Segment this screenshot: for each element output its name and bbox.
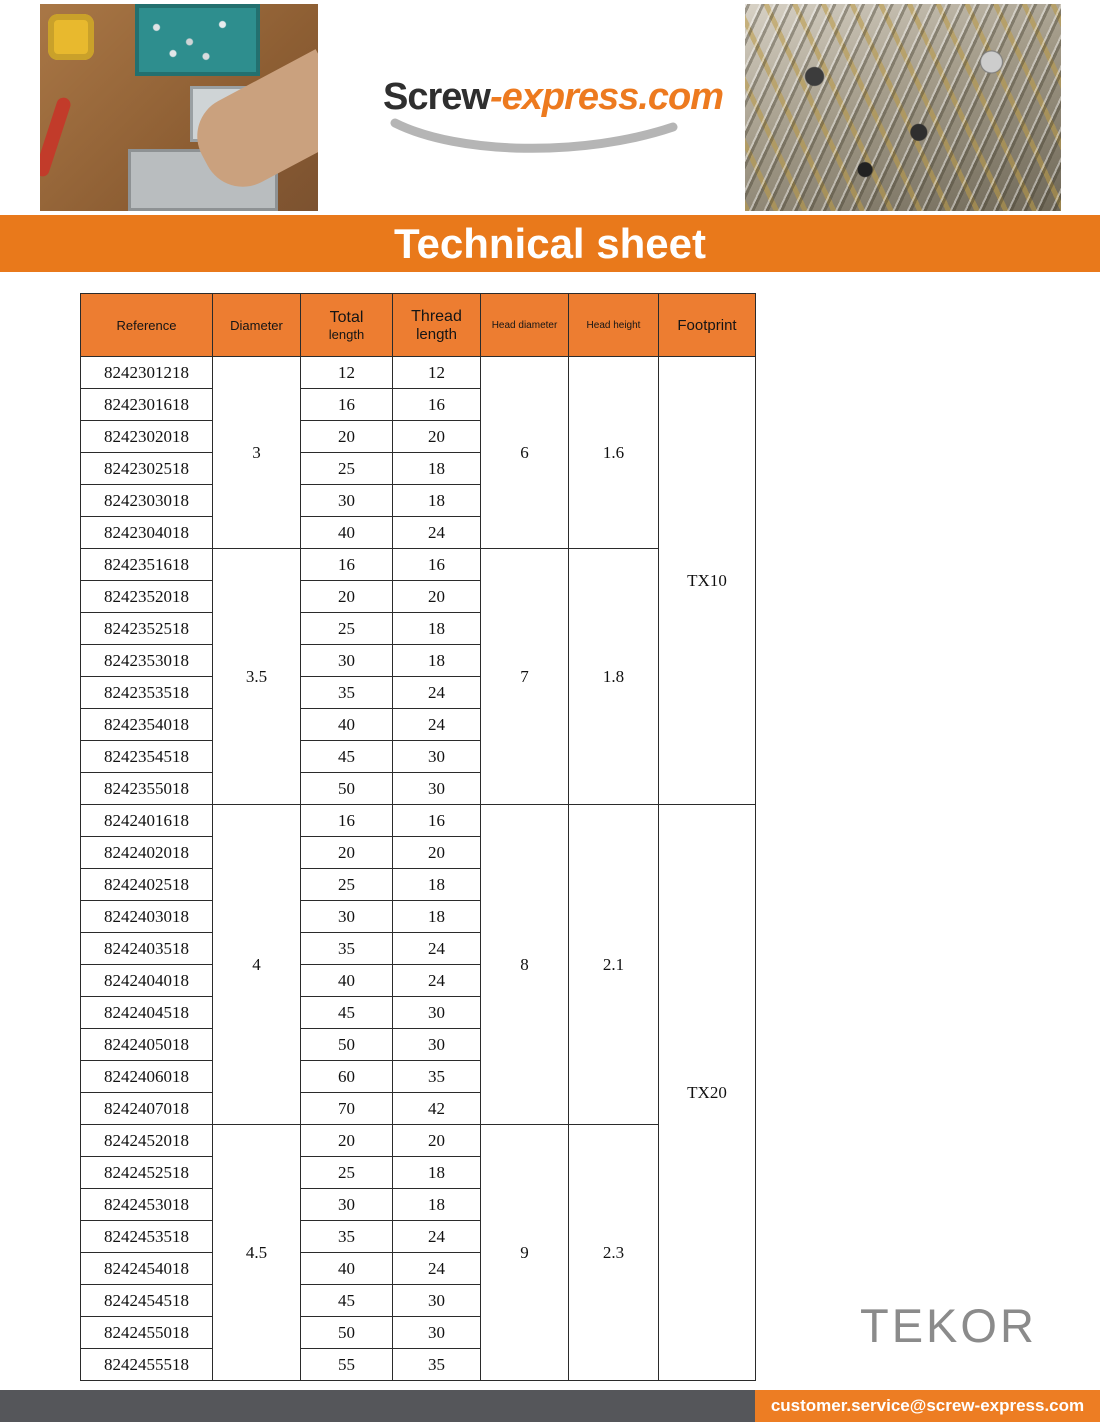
total-length-cell: 40	[301, 965, 393, 997]
spec-table-header	[81, 294, 756, 357]
thread-length-cell: 18	[393, 645, 481, 677]
thread-length-cell: 24	[393, 933, 481, 965]
head-diameter-cell: 8	[481, 805, 569, 1125]
total-length-cell: 45	[301, 741, 393, 773]
total-length-cell: 30	[301, 901, 393, 933]
col-header-head-height: Head height	[569, 294, 659, 357]
logo-screw-text: Screw	[383, 76, 490, 118]
reference-cell: 8242452518	[81, 1157, 213, 1189]
spec-table	[80, 293, 756, 1381]
brand-tekor: TEKOR	[860, 1299, 1037, 1352]
total-length-cell: 25	[301, 613, 393, 645]
reference-cell: 8242301218	[81, 357, 213, 389]
thread-length-cell: 20	[393, 1125, 481, 1157]
thread-length-cell: 24	[393, 709, 481, 741]
thread-length-cell: 30	[393, 1285, 481, 1317]
total-length-cell: 35	[301, 933, 393, 965]
head-height-cell: 2.1	[569, 805, 659, 1125]
reference-cell: 8242454018	[81, 1253, 213, 1285]
thread-length-cell: 30	[393, 741, 481, 773]
footprint-cell: TX10	[659, 357, 756, 805]
reference-cell: 8242354518	[81, 741, 213, 773]
head-diameter-cell: 9	[481, 1125, 569, 1381]
thread-length-line2: length	[416, 325, 457, 343]
logo	[383, 76, 743, 157]
reference-cell: 8242302518	[81, 453, 213, 485]
total-length-cell: 20	[301, 581, 393, 613]
thread-length-cell: 35	[393, 1061, 481, 1093]
thread-length-cell: 24	[393, 1221, 481, 1253]
diameter-cell: 3.5	[213, 549, 301, 805]
head-height-cell: 2.3	[569, 1125, 659, 1381]
table-row	[81, 805, 756, 837]
total-length-cell: 20	[301, 837, 393, 869]
technical-sheet-banner: Technical sheet	[0, 215, 1100, 272]
total-length-cell: 30	[301, 645, 393, 677]
diameter-cell: 4.5	[213, 1125, 301, 1381]
reference-cell: 8242301618	[81, 389, 213, 421]
thread-length-line1: Thread	[411, 307, 462, 325]
reference-cell: 8242405018	[81, 1029, 213, 1061]
head-diameter-cell: 7	[481, 549, 569, 805]
head-diameter-cell: 6	[481, 357, 569, 549]
reference-cell: 8242353018	[81, 645, 213, 677]
reference-cell: 8242455018	[81, 1317, 213, 1349]
reference-cell: 8242402518	[81, 869, 213, 901]
screws-pile-photo	[745, 4, 1061, 211]
total-length-cell: 45	[301, 997, 393, 1029]
total-length-cell: 25	[301, 453, 393, 485]
head-height-cell: 1.6	[569, 357, 659, 549]
col-header-reference: Reference	[81, 294, 213, 357]
total-length-cell: 35	[301, 1221, 393, 1253]
diameter-cell: 3	[213, 357, 301, 549]
logo-express-text: -express.com	[489, 76, 723, 118]
table-row	[81, 357, 756, 389]
thread-length-cell: 16	[393, 805, 481, 837]
thread-length-cell: 24	[393, 1253, 481, 1285]
total-length-cell: 50	[301, 773, 393, 805]
reference-cell: 8242353518	[81, 677, 213, 709]
total-length-cell: 35	[301, 677, 393, 709]
total-length-cell: 40	[301, 1253, 393, 1285]
col-header-head-diameter: Head diameter	[481, 294, 569, 357]
total-length-cell: 40	[301, 517, 393, 549]
table-row	[81, 549, 756, 581]
measuring-tape-graphic	[48, 14, 94, 60]
thread-length-cell: 18	[393, 869, 481, 901]
reference-cell: 8242354018	[81, 709, 213, 741]
reference-cell: 8242454518	[81, 1285, 213, 1317]
col-header-thread-length	[393, 294, 481, 357]
thread-length-cell: 18	[393, 1189, 481, 1221]
total-length-cell: 70	[301, 1093, 393, 1125]
reference-cell: 8242351618	[81, 549, 213, 581]
total-length-cell: 12	[301, 357, 393, 389]
thread-length-cell: 18	[393, 901, 481, 933]
spec-table-body	[81, 357, 756, 1381]
total-length-cell: 50	[301, 1029, 393, 1061]
reference-cell: 8242352018	[81, 581, 213, 613]
customer-service-email: customer.service@screw-express.com	[770, 1396, 1085, 1415]
header-row	[81, 294, 756, 357]
logo-text	[383, 76, 743, 119]
thread-length-cell: 42	[393, 1093, 481, 1125]
total-length-line2: length	[328, 326, 365, 342]
reference-cell: 8242302018	[81, 421, 213, 453]
screwdriver-graphic	[40, 96, 72, 178]
reference-cell: 8242403018	[81, 901, 213, 933]
reference-cell: 8242352518	[81, 613, 213, 645]
reference-cell: 8242402018	[81, 837, 213, 869]
reference-cell: 8242453018	[81, 1189, 213, 1221]
total-length-cell: 60	[301, 1061, 393, 1093]
total-length-line1: Total	[329, 308, 364, 326]
footer-orange-section	[755, 1390, 1100, 1422]
col-header-diameter: Diameter	[213, 294, 301, 357]
thread-length-cell: 18	[393, 453, 481, 485]
thread-length-cell: 24	[393, 517, 481, 549]
logo-swoosh-graphic	[389, 117, 679, 157]
thread-length-cell: 35	[393, 1349, 481, 1381]
thread-length-cell: 30	[393, 1029, 481, 1061]
loose-screws-graphic	[140, 10, 250, 68]
total-length-cell: 45	[301, 1285, 393, 1317]
reference-cell: 8242355018	[81, 773, 213, 805]
total-length-cell: 55	[301, 1349, 393, 1381]
col-header-total-length	[301, 294, 393, 357]
total-length-cell: 40	[301, 709, 393, 741]
thread-length-cell: 16	[393, 389, 481, 421]
reference-cell: 8242404518	[81, 997, 213, 1029]
reference-cell: 8242455518	[81, 1349, 213, 1381]
thread-length-cell: 20	[393, 837, 481, 869]
reference-cell: 8242304018	[81, 517, 213, 549]
total-length-cell: 20	[301, 1125, 393, 1157]
reference-cell: 8242401618	[81, 805, 213, 837]
workbench-photo	[40, 4, 318, 211]
total-length-cell: 50	[301, 1317, 393, 1349]
thread-length-cell: 20	[393, 581, 481, 613]
table-row	[81, 1125, 756, 1157]
head-height-cell: 1.8	[569, 549, 659, 805]
thread-length-cell: 24	[393, 965, 481, 997]
thread-length-cell: 16	[393, 549, 481, 581]
thread-length-cell: 12	[393, 357, 481, 389]
reference-cell: 8242403518	[81, 933, 213, 965]
footprint-cell: TX20	[659, 805, 756, 1381]
total-length-cell: 25	[301, 869, 393, 901]
total-length-cell: 16	[301, 549, 393, 581]
total-length-cell: 16	[301, 389, 393, 421]
thread-length-cell: 30	[393, 1317, 481, 1349]
reference-cell: 8242303018	[81, 485, 213, 517]
reference-cell: 8242407018	[81, 1093, 213, 1125]
thread-length-cell: 30	[393, 997, 481, 1029]
total-length-cell: 20	[301, 421, 393, 453]
thread-length-cell: 18	[393, 485, 481, 517]
col-header-footprint: Footprint	[659, 294, 756, 357]
footer-bar	[0, 1390, 1100, 1422]
thread-length-cell: 20	[393, 421, 481, 453]
spec-table-container	[80, 293, 756, 1381]
reference-cell: 8242406018	[81, 1061, 213, 1093]
total-length-cell: 16	[301, 805, 393, 837]
thread-length-cell: 18	[393, 1157, 481, 1189]
thread-length-cell: 30	[393, 773, 481, 805]
total-length-cell: 25	[301, 1157, 393, 1189]
thread-length-cell: 24	[393, 677, 481, 709]
thread-length-cell: 18	[393, 613, 481, 645]
diameter-cell: 4	[213, 805, 301, 1125]
total-length-cell: 30	[301, 1189, 393, 1221]
reference-cell: 8242404018	[81, 965, 213, 997]
reference-cell: 8242453518	[81, 1221, 213, 1253]
reference-cell: 8242452018	[81, 1125, 213, 1157]
total-length-cell: 30	[301, 485, 393, 517]
